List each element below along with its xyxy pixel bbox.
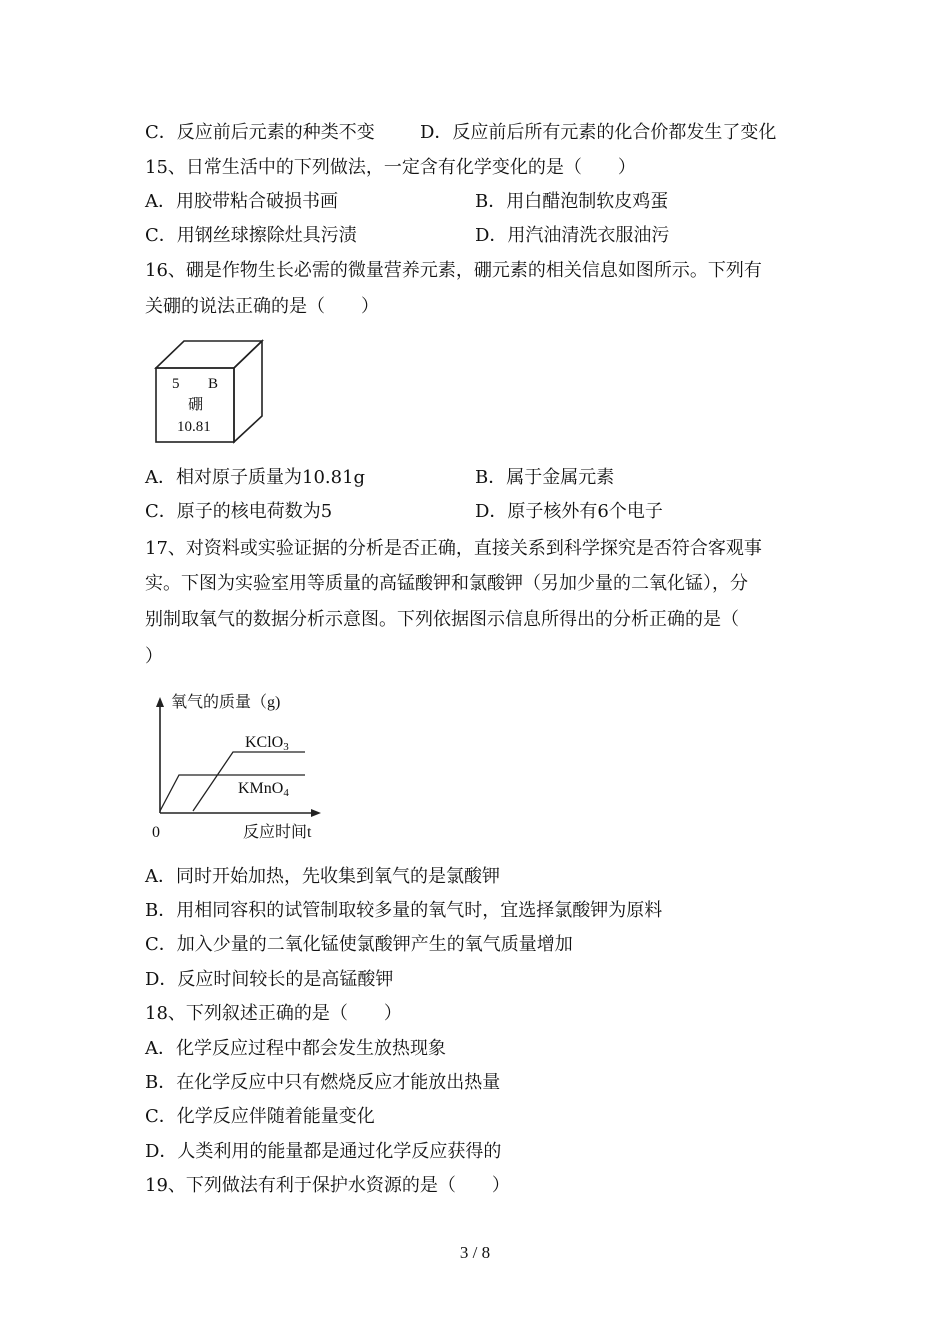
kclo3-label: KClO3 — [245, 734, 289, 753]
q17-option-b: B．用相同容积的试管制取较多量的氧气时，宜选择氯酸钾为原料 — [145, 900, 663, 921]
oxygen-mass-chart — [145, 685, 345, 845]
q16-option-b: B．属于金属元素 — [475, 467, 615, 488]
q17-stem-line1: 17、对资料或实验证据的分析是否正确，直接关系到科学探究是否符合客观事 — [145, 538, 762, 559]
q16-option-d: D．原子核外有6个电子 — [475, 501, 663, 522]
x-axis-label: 反应时间t — [243, 824, 312, 841]
x-axis-arrow — [311, 809, 321, 817]
q15-option-a: A．用胶带粘合破损书画 — [145, 191, 338, 212]
q16-stem-line1: 16、硼是作物生长必需的微量营养元素，硼元素的相关信息如图所示。下列有 — [145, 260, 762, 281]
q16-option-c: C．原子的核电荷数为5 — [145, 501, 333, 522]
q15-stem: 15、日常生活中的下列做法，一定含有化学变化的是（ ） — [145, 157, 636, 178]
q17-option-a: A．同时开始加热，先收集到氧气的是氯酸钾 — [145, 866, 500, 887]
q17-stem-line4: ） — [145, 646, 163, 667]
q19-stem: 19、下列做法有利于保护水资源的是（ ） — [145, 1175, 510, 1196]
origin-label: 0 — [152, 824, 160, 841]
q15-option-b: B．用白醋泡制软皮鸡蛋 — [475, 191, 669, 212]
y-axis-arrow — [156, 697, 164, 707]
q14-option-d: D．反应前后所有元素的化合价都发生了变化 — [420, 122, 777, 143]
y-axis-label: 氧气的质量（g) — [171, 694, 281, 711]
element-number: 5 — [172, 376, 180, 392]
q15-option-d: D．用汽油清洗衣服油污 — [475, 225, 670, 246]
q18-stem: 18、下列叙述正确的是（ ） — [145, 1003, 402, 1024]
element-name: 硼 — [188, 397, 204, 413]
kmno4-label: KMnO4 — [238, 780, 289, 799]
q18-option-c: C．化学反应伴随着能量变化 — [145, 1106, 375, 1127]
q18-option-d: D．人类利用的能量都是通过化学反应获得的 — [145, 1141, 502, 1162]
q17-stem-line3: 别制取氧气的数据分析示意图。下列依据图示信息所得出的分析正确的是（ — [145, 609, 739, 630]
element-symbol: B — [208, 376, 219, 392]
q16-stem-line2: 关硼的说法正确的是（ ） — [145, 296, 379, 317]
q17-option-d: D．反应时间较长的是高锰酸钾 — [145, 969, 394, 990]
q16-option-a: A．相对原子质量为10.81g — [145, 467, 366, 488]
q18-option-b: B．在化学反应中只有燃烧反应才能放出热量 — [145, 1072, 501, 1093]
q18-option-a: A．化学反应过程中都会发生放热现象 — [145, 1038, 446, 1059]
boron-element-cube — [152, 338, 267, 448]
page-number: 3 / 8 — [459, 1243, 491, 1262]
q14-option-c: C．反应前后元素的种类不变 — [145, 122, 375, 143]
q15-option-c: C．用钢丝球擦除灶具污渍 — [145, 225, 357, 246]
element-mass: 10.81 — [177, 419, 211, 435]
q17-option-c: C．加入少量的二氧化锰使氯酸钾产生的氧气质量增加 — [145, 934, 573, 955]
q17-stem-line2: 实。下图为实验室用等质量的高锰酸钾和氯酸钾（另加少量的二氧化锰），分 — [145, 573, 748, 594]
